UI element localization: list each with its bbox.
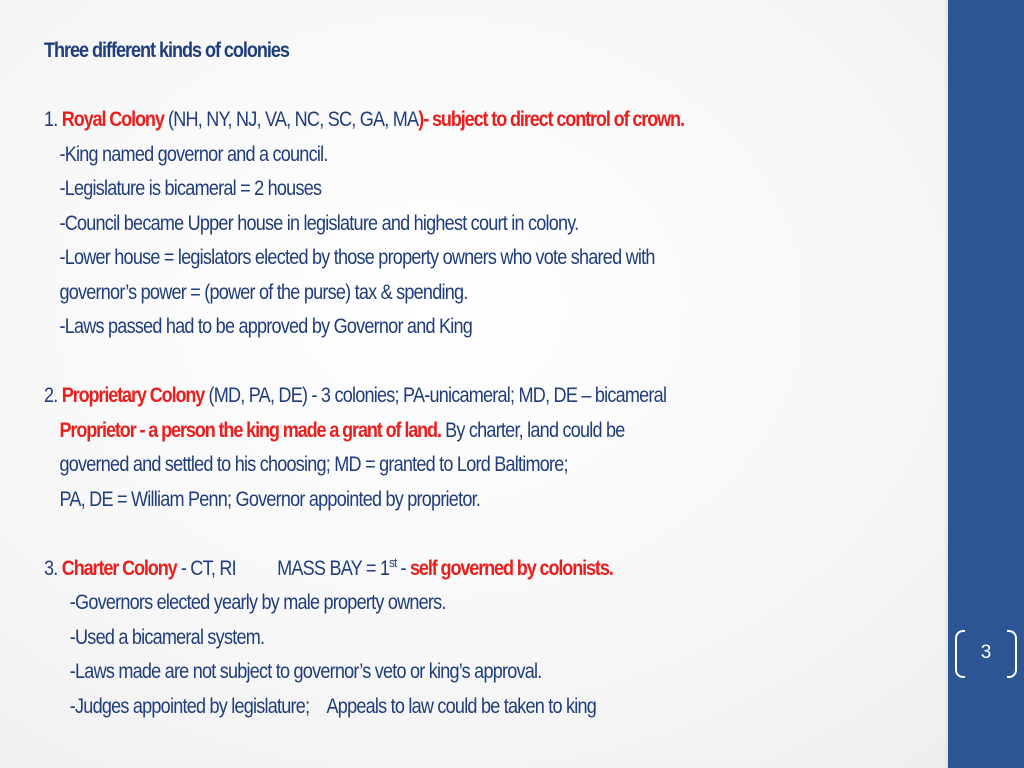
royal-point: -Council became Upper house in legislature and highest court in colony. [59, 211, 579, 235]
charter-point: -Used a bicameral system. [69, 625, 265, 649]
proprietary-states: (MD, PA, DE) - 3 colonies; PA-unicameral; MD, DE – bicameral [204, 384, 667, 407]
charter-description: self governed by colonists. [410, 556, 613, 580]
proprietor-definition: Proprietor - a person the king made a grant of land. [59, 418, 441, 442]
charter-colony-name: Charter Colony [61, 556, 177, 580]
spacer [44, 345, 809, 380]
royal-colony-heading [44, 103, 809, 138]
proprietary-line: PA, DE = William Penn; Governor appointed by proprietor. [59, 487, 481, 511]
ordinal-suffix: st [389, 554, 397, 570]
proprietary-number: 2. [44, 384, 62, 407]
royal-states: (NH, NY, NJ, VA, NC, SC, GA, MA [163, 108, 419, 131]
royal-point: -Legislature is bicameral = 2 houses [59, 177, 322, 200]
royal-point: -Lower house = legislators elected by those property owners who vote shared with [59, 246, 655, 269]
proprietary-colony-name: Proprietary Colony [61, 384, 205, 407]
page-number-badge [955, 630, 1017, 680]
proprietary-line: governed and settled to his choosing; MD = granted to Lord Baltimore; [59, 453, 568, 476]
proprietary-definition-line [44, 414, 809, 449]
royal-number: 1. [44, 108, 62, 131]
charter-colony-heading [44, 552, 809, 587]
charter-states: - CT, RI [176, 556, 236, 580]
charter-point-last [44, 690, 809, 725]
charter-number: 3. [44, 556, 62, 580]
spacer [44, 517, 809, 552]
royal-colony-name: Royal Colony [61, 108, 164, 131]
page-number: 3 [980, 642, 992, 663]
royal-dash: )- [418, 108, 432, 131]
spacer [44, 69, 809, 104]
royal-point: -King named governor and a council. [59, 142, 328, 166]
charter-point: -Laws made are not subject to governor’s veto or king’s approval. [69, 660, 542, 683]
mass-bay-text: MASS BAY = 1 [277, 556, 390, 580]
charter-dash: - [396, 556, 411, 580]
royal-point: governor’s power = (power of the purse) tax & spending. [59, 280, 468, 304]
appeals-text: Appeals to law could be taken to king [326, 694, 597, 718]
charter-point: -Governors elected yearly by male property owners. [69, 591, 446, 614]
slide-title: Three different kinds of colonies [44, 39, 289, 62]
royal-point: -Laws passed had to be approved by Governor and King [59, 315, 473, 338]
royal-period: . [679, 108, 684, 131]
slide-content [44, 34, 809, 724]
royal-description: subject to direct control of crown [431, 108, 680, 131]
proprietary-charter-text: By charter, land could be [440, 418, 625, 442]
judges-text: -Judges appointed by legislature; [69, 694, 310, 718]
proprietary-colony-heading [44, 379, 809, 414]
